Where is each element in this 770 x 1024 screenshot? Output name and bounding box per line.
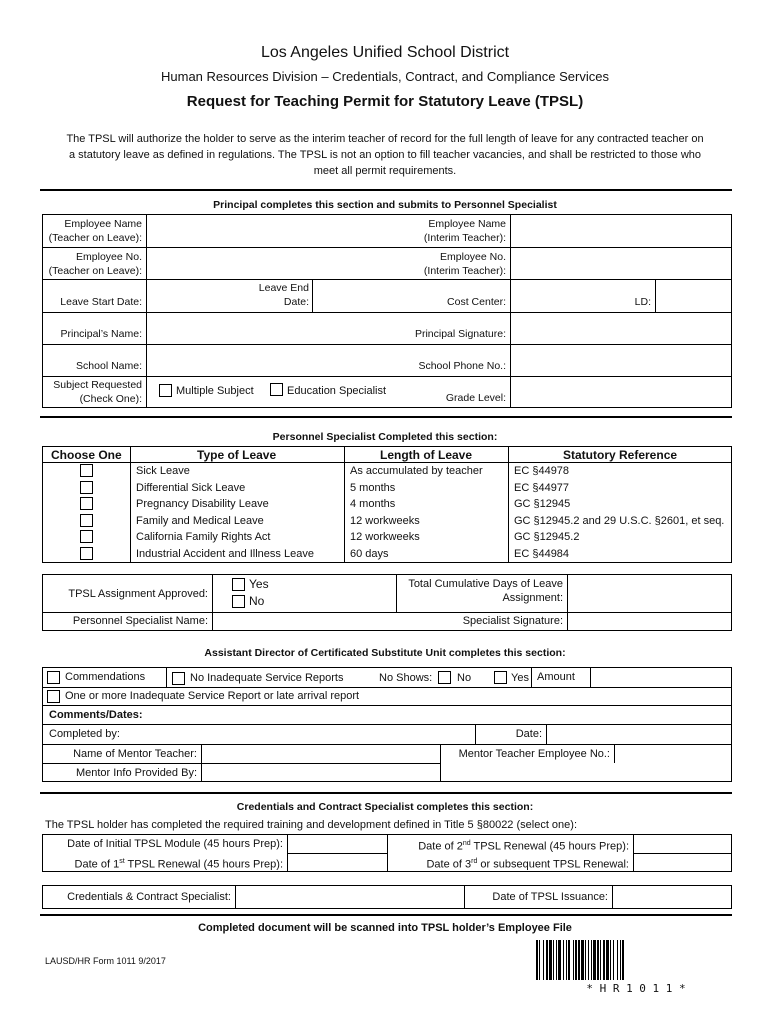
form-id: LAUSD/HR Form 1011 9/2017 [45,956,166,966]
employee-no-on-leave-label: Employee No. (Teacher on Leave): [48,251,142,277]
employee-name-interim-label: Employee Name (Interim Teacher): [423,218,506,244]
leave-choose-checkbox[interactable] [80,481,93,494]
divider [40,914,732,916]
leave-reference: EC §44978 [514,465,570,477]
row-divider [42,724,732,725]
leave-length: 12 workweeks [350,531,420,543]
col-divider [201,744,202,782]
col-divider [130,446,131,563]
mentor-name-label: Name of Mentor Teacher: [73,748,197,760]
approved-no-label: No [249,594,265,608]
amount-label: Amount [537,671,575,683]
leave-length: 60 days [350,548,389,560]
commendations-label: Commendations [65,671,146,683]
school-phone-field[interactable] [512,346,730,375]
credentials-intro: The TPSL holder has completed the required training and development defined in Title 5 §80022 (select one): [45,819,578,831]
renewal-1-label: Date of 1st TPSL Renewal (45 hours Prep): [74,858,283,871]
row-divider [633,853,732,854]
initial-module-field[interactable] [289,836,385,852]
multiple-subject-checkbox[interactable] [159,384,172,397]
leave-type: California Family Rights Act [136,531,271,543]
leave-length: 4 months [350,498,396,510]
leave-choose-checkbox[interactable] [80,497,93,510]
mentor-emp-no-label: Mentor Teacher Employee No.: [458,748,610,760]
education-specialist-label: Education Specialist [287,385,387,397]
intro-line-3: meet all permit requirements. [313,165,457,177]
approved-yes-label: Yes [249,577,269,591]
leave-reference: GC §12945.2 [514,531,580,543]
comments-label: Comments/Dates: [49,709,143,721]
principal-signature-label: Principal Signature: [414,328,506,340]
school-phone-label: School Phone No.: [418,360,506,372]
no-shows-no-label: No [457,672,472,684]
row-divider [42,612,732,613]
assignment-approved-label: TPSL Assignment Approved: [68,588,208,600]
col-divider [396,574,397,612]
divider [40,416,732,418]
no-inadequate-label: No Inadequate Service Reports [190,672,344,684]
col-divider [166,667,167,687]
leave-choose-checkbox[interactable] [80,547,93,560]
col-divider [590,667,591,687]
no-shows-no-checkbox[interactable] [438,671,451,684]
credentials-section-title: Credentials and Contract Specialist completes this section: [236,801,534,813]
mentor-info-field[interactable] [203,765,438,781]
col-divider [387,834,388,872]
leave-choose-checkbox[interactable] [80,514,93,527]
renewal-1-field[interactable] [289,855,385,871]
leave-type: Sick Leave [136,465,190,477]
grade-level-field[interactable] [512,378,730,407]
no-shows-label: No Shows: [379,672,433,684]
leave-type: Differential Sick Leave [136,482,246,494]
ps-name-label: Personnel Specialist Name: [72,615,208,627]
footer-note: Completed document will be scanned into TPSL holder’s Employee File [198,922,572,934]
initial-module-label: Date of Initial TPSL Module (45 hours Prep): [67,838,283,850]
issuance-label: Date of TPSL Issuance: [492,891,608,903]
col-divider [531,667,532,687]
date-field[interactable] [548,726,730,743]
renewal-3-field[interactable] [635,855,730,871]
barcode [536,940,736,980]
no-inadequate-checkbox[interactable] [172,672,185,685]
barcode-bar [624,940,625,980]
col-length-header: Length of Leave [380,448,473,462]
col-divider [146,214,147,408]
completed-by-label: Completed by: [49,728,120,740]
commendations-checkbox[interactable] [47,671,60,684]
col-divider [655,279,656,312]
employee-name-on-leave-label: Employee Name (Teacher on Leave): [48,218,142,244]
total-days-field[interactable] [569,576,730,611]
leave-type: Pregnancy Disability Leave [136,498,269,510]
specialist-field[interactable] [237,887,462,907]
col-type-header: Type of Leave [197,448,277,462]
principal-section-title: Principal completes this section and submits to Personnel Specialist [213,199,557,211]
leave-end-date-label: Leave End Date: [258,282,309,308]
leave-type: Industrial Accident and Illness Leave [136,548,314,560]
school-name-label: School Name: [76,360,142,372]
principal-name-label: Principal’s Name: [60,328,142,340]
employee-no-interim-field[interactable] [512,249,730,278]
comments-field[interactable] [150,706,730,723]
intro-line-1: The TPSL will authorize the holder to serve as the interim teacher of record for the full length of leave for any contracted teacher on [66,133,704,145]
col-divider [510,214,511,408]
row-divider [42,744,732,745]
ld-field[interactable] [657,281,730,311]
col-reference-header: Statutory Reference [563,448,678,462]
grade-level-label: Grade Level: [445,392,506,404]
leave-length: 5 months [350,482,396,494]
intro-line-2: a statutory leave as defined in regulations. The TPSL is not an option to fill teacher vacancies, and shall be restricted to those who [68,149,702,161]
barcode-caption: * H R 1 0 1 1 * [586,982,686,995]
district-name: Los Angeles Unified School District [260,44,510,61]
issuance-field[interactable] [614,887,730,907]
leave-reference: EC §44984 [514,548,570,560]
col-divider [614,744,615,763]
renewal-2-field[interactable] [635,836,730,852]
leave-reference: EC §44977 [514,482,570,494]
leave-choose-checkbox[interactable] [80,530,93,543]
col-divider [344,446,345,563]
completed-by-field[interactable] [130,726,473,743]
col-divider [235,885,236,909]
approved-no-checkbox[interactable] [232,595,245,608]
col-divider [612,885,613,909]
col-divider [464,885,465,909]
leave-start-date-field[interactable] [148,281,248,311]
col-divider [312,279,313,312]
col-divider [440,744,441,782]
no-shows-yes-checkbox[interactable] [494,671,507,684]
specialist-label: Credentials & Contract Specialist: [67,891,231,903]
education-specialist-checkbox[interactable] [270,383,283,396]
mentor-info-label: Mentor Info Provided By: [75,767,197,779]
inadequate-label: One or more Inadequate Service Report or late arrival report [65,690,360,702]
ps-signature-field[interactable] [569,614,730,630]
approved-yes-checkbox[interactable] [232,578,245,591]
leave-length: 12 workweeks [350,515,420,527]
inadequate-checkbox[interactable] [47,690,60,703]
form-title: Request for Teaching Permit for Statutory Leave (TPSL) [186,93,584,110]
col-choose-header: Choose One [51,448,122,462]
principal-signature-field[interactable] [512,314,730,343]
col-divider [546,724,547,744]
ps-signature-label: Specialist Signature: [462,615,563,627]
leave-start-date-label: Leave Start Date: [60,296,142,308]
leave-choose-checkbox[interactable] [80,464,93,477]
mentor-emp-no-field[interactable] [616,746,730,762]
col-divider [212,574,213,631]
division-name: Human Resources Division – Credentials, Contract, and Compliance Services [161,69,609,84]
renewal-3-label: Date of 3rd or subsequent TPSL Renewal: [426,858,629,871]
row-divider [42,687,732,688]
leave-length: As accumulated by teacher [350,465,483,477]
col-divider [475,724,476,744]
leave-reference: GC §12945.2 and 29 U.S.C. §2601, et seq. [514,515,725,527]
col-divider [567,574,568,631]
date-label: Date: [515,728,542,740]
assistant-section-title: Assistant Director of Certificated Substitute Unit completes this section: [204,647,566,659]
no-shows-yes-label: Yes [511,672,529,684]
divider [40,792,732,794]
amount-field[interactable] [592,669,730,686]
divider [40,189,732,191]
total-days-label: Total Cumulative Days of Leave Assignment: [408,578,563,604]
subject-requested-label: Subject Requested (Check One): [53,379,142,405]
row-divider [42,763,440,764]
col-divider [508,446,509,563]
cost-center-label: Cost Center: [447,296,506,308]
personnel-section-title: Personnel Specialist Completed this section: [272,431,498,443]
employee-name-interim-field[interactable] [512,216,730,246]
ld-label: LD: [634,296,651,308]
mentor-name-field[interactable] [203,746,438,762]
employee-no-interim-label: Employee No. (Interim Teacher): [423,251,506,277]
multiple-subject-label: Multiple Subject [176,385,254,397]
leave-type: Family and Medical Leave [136,515,264,527]
row-divider [287,853,387,854]
renewal-2-label: Date of 2nd TPSL Renewal (45 hours Prep): [418,840,629,853]
leave-reference: GC §12945 [514,498,571,510]
